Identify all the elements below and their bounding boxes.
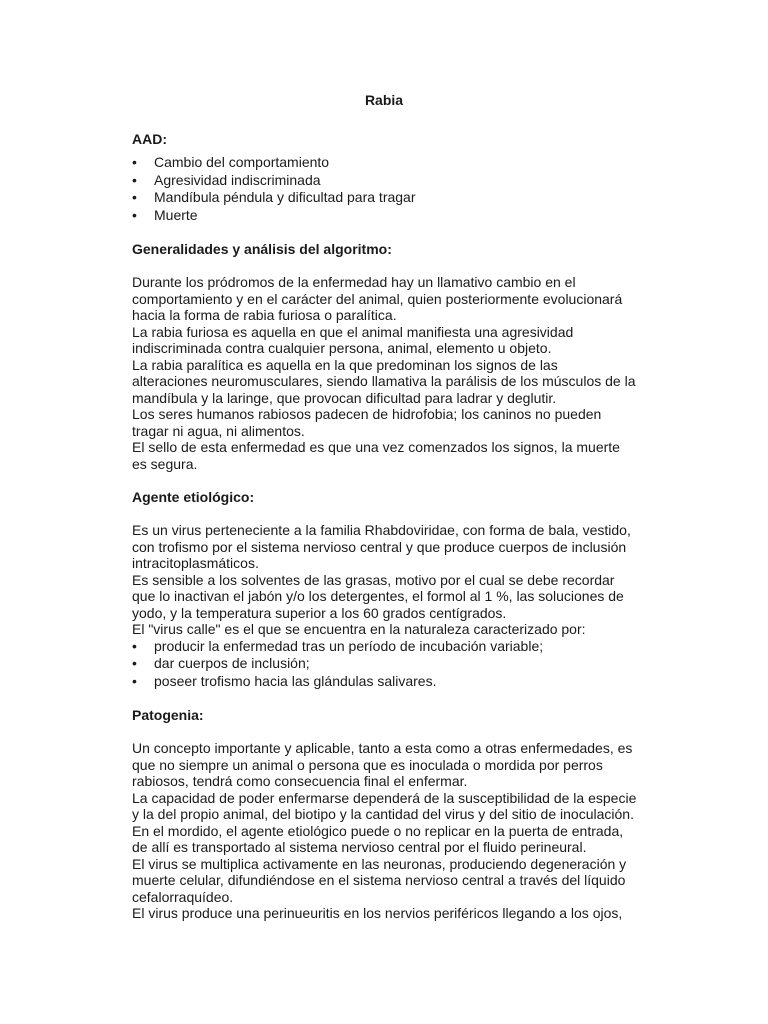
- paragraph: La capacidad de poder enfermarse dependerá de la susceptibilidad de la especie y la del propio animal, del biotipo y la cantidad del virus y del sitio de inoculación.: [132, 789, 637, 822]
- paragraph: Un concepto importante y aplicable, tanto a esta como a otras enfermedades, es que no siempre un animal o persona que es inoculada o mordida por perros rabiosos, tendrá como consecuencia final el enfermar.: [132, 740, 633, 789]
- paragraph: La rabia furiosa es aquella en que el animal manifiesta una agresividad indiscriminada contra cualquier persona, animal, elemento u objeto.: [132, 323, 574, 356]
- bullet-icon: •: [132, 154, 137, 170]
- section-heading-patogenia: Patogenia:: [132, 707, 204, 723]
- paragraph: El virus produce una perinueuritis en los nervios periféricos llegando a los ojos,: [132, 905, 623, 921]
- aad-bullet-list: [132, 154, 637, 224]
- bullet-icon: •: [132, 637, 137, 654]
- paragraph: Los seres humanos rabiosos padecen de hidrofobia; los caninos no pueden tragar ni agua, ni alimentos.: [132, 406, 602, 439]
- bullet-icon: •: [132, 655, 137, 671]
- list-item: • Agresividad indiscriminada: [132, 171, 321, 188]
- list-item: • poseer trofismo hacia las glándulas salivares.: [132, 672, 437, 689]
- bullet-icon: •: [132, 206, 137, 223]
- paragraph: En el mordido, el agente etiológico puede o no replicar en la puerta de entrada, de allí es transportado al sistema nervioso central por el fluido perineural.: [132, 822, 624, 855]
- paragraph: El sello de esta enfermedad es que una vez comenzados los signos, la muerte es segura.: [132, 439, 620, 472]
- paragraph: Es un virus perteneciente a la familia Rhabdoviridae, con forma de bala, vestido, con trofismo por el sistema nervioso central y que produce cuerpos de inclusión intracitoplasmáticos.: [132, 522, 631, 571]
- section-heading-aad: AAD:: [132, 131, 167, 147]
- agente-etiologico-text: [132, 522, 637, 638]
- document-title: Rabia: [364, 92, 404, 108]
- list-item: • Muerte: [132, 206, 198, 223]
- list-item: • Mandíbula péndula y dificultad para tragar: [132, 189, 416, 205]
- paragraph: Durante los pródromos de la enfermedad hay un llamativo cambio en el comportamiento y en el carácter del animal, quien posteriormente evolucionará hacia la forma de rabia furiosa o paralítica.: [132, 274, 623, 323]
- section-heading-agente-etiologico: Agente etiológico:: [132, 489, 255, 505]
- generalidades-text: [132, 274, 637, 472]
- section-heading-generalidades: Generalidades y análisis del algoritmo:: [132, 241, 392, 257]
- patogenia-text: [132, 740, 637, 922]
- bullet-icon: •: [132, 189, 137, 205]
- bullet-icon: •: [132, 171, 137, 188]
- bullet-icon: •: [132, 672, 137, 689]
- paragraph: La rabia paralítica es aquella en la que predominan los signos de las alteraciones neuromusculares, siendo llamativa la parálisis de los músculos de la mandíbula y la laringe, que provocan dificultad para ladrar y deglutir.: [132, 356, 636, 406]
- paragraph: El "virus calle" es el que se encuentra en la naturaleza caracterizado por:: [132, 621, 586, 637]
- list-item: • dar cuerpos de inclusión;: [132, 655, 310, 671]
- document-body: [132, 130, 637, 922]
- list-item: • Cambio del comportamiento: [132, 154, 330, 170]
- paragraph: El virus se multiplica activamente en las neuronas, produciendo degeneración y muerte celular, difundiéndose en el sistema nervioso central a través del líquido cefalorraquídeo.: [132, 855, 627, 905]
- list-item: • producir la enfermedad tras un período de incubación variable;: [132, 637, 544, 654]
- paragraph: Es sensible a los solventes de las grasas, motivo por el cual se debe recordar que lo inactivan el jabón y/o los detergentes, el formol al 1 %, las soluciones de yodo, y la temperatura superior a los 60 grados centígrados.: [132, 571, 624, 621]
- virus-calle-bullet-list: [132, 638, 637, 691]
